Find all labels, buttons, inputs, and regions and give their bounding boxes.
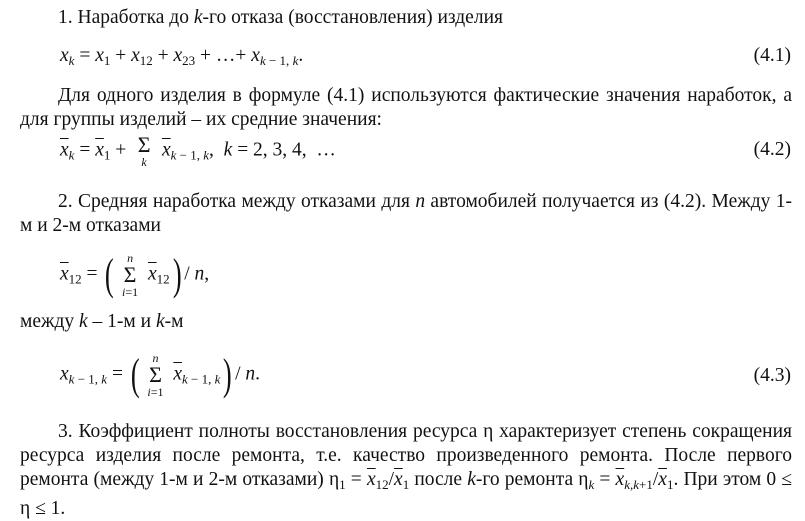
between-k-text: между k – 1-м и k-м bbox=[20, 311, 184, 332]
equation-number-4-2: (4.2) bbox=[753, 139, 791, 160]
item-1-heading: 1. Наработка до k-го отказа (восстановления) изделия bbox=[58, 7, 503, 28]
paragraph-recovery-coefficient: 3. Коэффициент полноты восстановления ресурса η характеризует степень сокращения ресурса изделия после ремонта, т.е. качество произведенного ремонта. После первого ремонта (между 1-м и 2-м отказами) $\eta_1 = \overline{x}_{12}/\overline{x}_1$ после k-го ремонта $\eta_k = \overline{x}_{k,k+1}/\overline{x}_1$. При этом 0 ≤ η ≤ 1. bbox=[20, 421, 792, 519]
paragraph-formula-usage: Для одного изделия в формуле (4.1) используются фактические значения наработок, а для группы изделий – их средние значения: bbox=[20, 85, 792, 130]
paragraph-average-mtbf: 2. Средняя наработка между отказами для n автомобилей получается из (4.2). Между 1-м и 2-м отказами bbox=[20, 191, 792, 236]
equation-number-4-1: (4.1) bbox=[753, 45, 791, 66]
equation-mean-x12: $\overline{x}_{12}$ = ( n Σ i=1 $\overline{x}_{12}$) / n, bbox=[60, 250, 210, 299]
equation-4-2: $\overline{x}_k = \overline{x}_1$ + Σ k $\overline{x}_{k - 1, k}$, k = 2, 3, 4, … bbox=[60, 132, 336, 169]
equation-number-4-3: (4.3) bbox=[753, 365, 791, 386]
equation-4-1: $x_k = x_1 + x_{12} + x_{23}$ + …+ $x_{k - 1, k}$. bbox=[60, 45, 304, 68]
equation-4-3: $x_{k - 1, k}$ = ( n Σ i=1 $\overline{x}_{k - 1, k}$) / n. bbox=[60, 350, 260, 399]
